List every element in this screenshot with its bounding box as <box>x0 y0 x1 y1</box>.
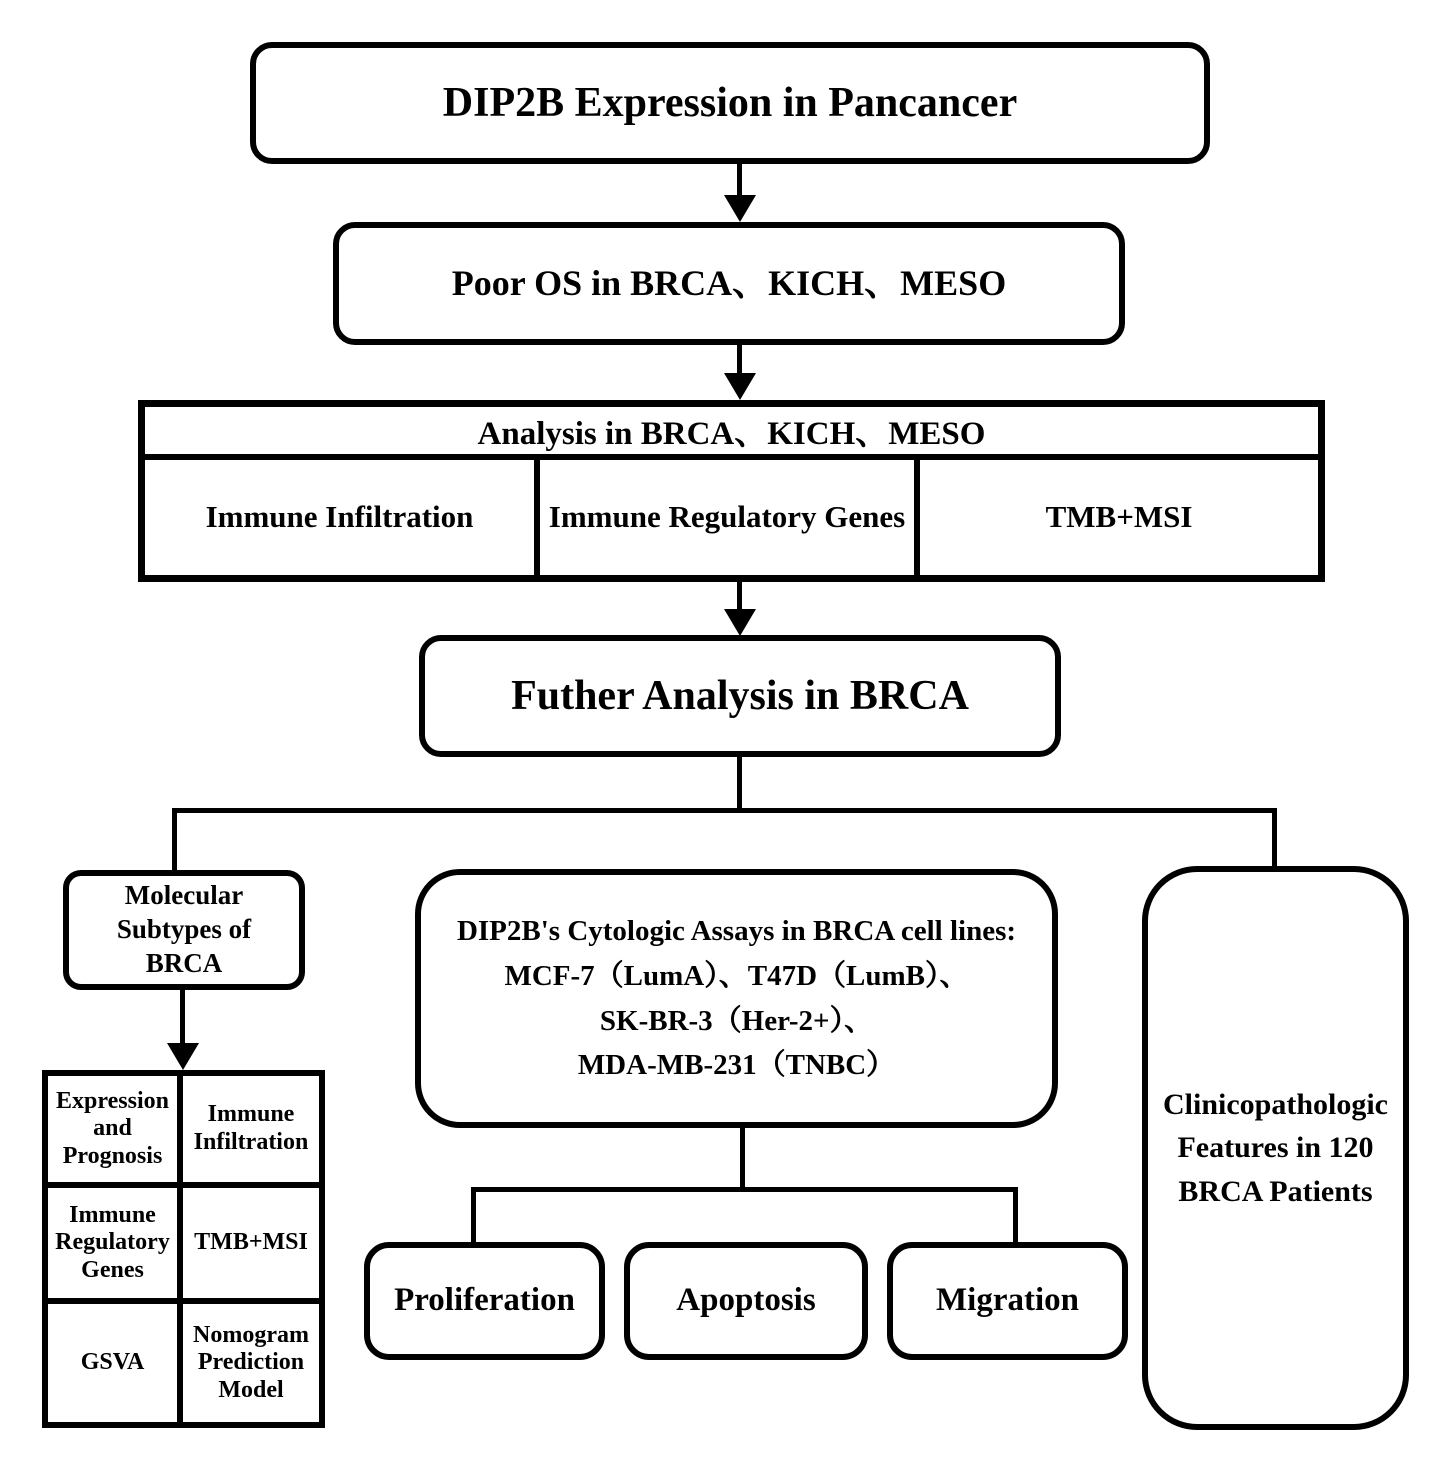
analysis-cell-immune-regulatory-genes: Immune Regulatory Genes <box>540 460 920 575</box>
poor-os-label: Poor OS in BRCA、KICH、MESO <box>451 263 1007 303</box>
down-arrow-icon <box>167 1043 199 1070</box>
analysis-cell-immune-infiltration: Immune Infiltration <box>145 460 540 575</box>
pancancer-expression-label: DIP2B Expression in Pancancer <box>442 79 1018 126</box>
connector-stem-line <box>737 757 742 808</box>
connector-drop-line-right <box>1272 813 1277 866</box>
down-arrow-icon <box>724 195 756 222</box>
clinicopathologic-features-label: Clinicopathologic Features in 120 BRCA Patients <box>1162 1087 1388 1208</box>
analysis-table-header: Analysis in BRCA、KICH、MESO <box>145 407 1318 460</box>
analysis-table <box>138 400 1325 582</box>
cytologic-assays-line-1: DIP2B's Cytologic Assays in BRCA cell lines: <box>456 914 1017 947</box>
down-arrow-icon <box>724 373 756 400</box>
cytologic-assays-line-2: MCF-7（LumA）、T47D（LumB）、 <box>504 959 969 992</box>
connector-drop-line-right <box>1013 1192 1018 1242</box>
connector-branch-line <box>172 808 1277 813</box>
migration-box <box>887 1242 1128 1360</box>
molecular-subtypes-box <box>63 870 305 990</box>
molecular-subtypes-label: Molecular Subtypes of BRCA <box>116 880 252 978</box>
connector-branch-line <box>471 1187 1018 1192</box>
mol-cell-nomogram-prediction-model: Nomogram Prediction Model <box>193 1321 309 1403</box>
down-arrow-shaft <box>737 164 742 198</box>
pancancer-expression-box <box>250 42 1210 164</box>
cytologic-assays-line-4: MDA-MB-231（TNBC） <box>577 1049 896 1082</box>
poor-os-box <box>333 222 1125 345</box>
apoptosis-box <box>624 1242 868 1360</box>
mol-cell-tmb-msi: TMB+MSI <box>183 1188 319 1304</box>
down-arrow-shaft <box>180 990 185 1045</box>
down-arrow-shaft <box>737 582 742 611</box>
migration-label: Migration <box>936 1282 1079 1319</box>
connector-drop-line-left <box>172 813 177 870</box>
proliferation-box <box>364 1242 605 1360</box>
molecular-analysis-table <box>42 1070 325 1428</box>
down-arrow-icon <box>724 609 756 636</box>
mol-cell-expression-prognosis: Expression and Prognosis <box>48 1076 183 1188</box>
apoptosis-label: Apoptosis <box>676 1282 816 1319</box>
clinicopathologic-features-box <box>1142 866 1409 1430</box>
connector-stem-line <box>740 1128 745 1187</box>
connector-drop-line-left <box>471 1192 476 1242</box>
down-arrow-shaft <box>737 345 742 376</box>
mol-cell-gsva: GSVA <box>48 1304 183 1422</box>
further-analysis-box <box>419 635 1061 757</box>
further-analysis-label: Futher Analysis in BRCA <box>511 672 969 719</box>
cytologic-assays-box <box>415 869 1058 1128</box>
mol-cell-immune-infiltration: Immune Infiltration <box>183 1076 319 1188</box>
analysis-cell-tmb-msi: TMB+MSI <box>1045 499 1193 535</box>
cytologic-assays-line-3: SK-BR-3（Her-2+）、 <box>599 1004 874 1037</box>
mol-cell-immune-regulatory-genes: Immune Regulatory Genes <box>48 1188 183 1304</box>
proliferation-label: Proliferation <box>394 1282 575 1319</box>
